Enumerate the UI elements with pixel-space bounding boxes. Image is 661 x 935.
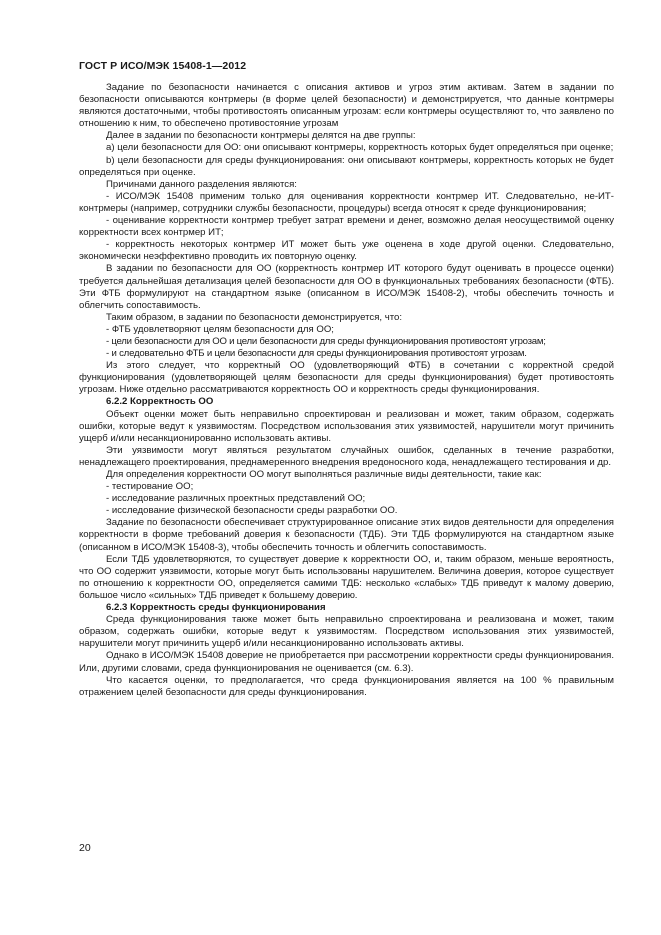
- page-number: 20: [79, 842, 91, 854]
- paragraph: Причинами данного разделения являются:: [106, 178, 297, 190]
- paragraph: Для определения корректности ОО могут выполняться различные виды деятельности, такие как:: [106, 469, 542, 480]
- list-item: - ИСО/МЭК 15408 применим только для оценивания корректности контрмер ИТ. Следовательно, не-ИТ-контрмеры (например, сотрудники службы безопасности, процедуры) всегда относят к среде функционирования;: [79, 190, 614, 214]
- list-item: a) цели безопасности для ОО: они описывают контрмеры, корректность которых будет определяться при оценке;: [106, 142, 614, 154]
- paragraph: Из этого следует, что корректный ОО (удовлетворяющий ФТБ) в сочетании с корректной средой функционирования (удовлетворяющей целям безопасности для среды функционирования) будет противостоять угрозам. Ниже отдельно рассматриваются корректность ОО и корректность среды функционирования.: [79, 360, 614, 396]
- paragraph: Если ТДБ удовлетворяются, то существует доверие к корректности ОО, и, таким образом, меньше вероятность, что ОО содержит уязвимости, которые могут быть использованы нарушителем. Величина доверия, которое существует по отношению к корректности ОО, определяется самими ТДБ: несколько «слабых» ТДБ приведут к малому доверию, большое число «сильных» ТДБ приведет к большему доверию.: [79, 553, 614, 601]
- paragraph: Таким образом, в задании по безопасности демонстрируется, что:: [106, 311, 403, 323]
- page-header-title: ГОСТ Р ИСО/МЭК 15408-1—2012: [79, 60, 247, 72]
- list-item: - цели безопасности для ОО и цели безопасности для среды функционирования противостоят угрозам;: [106, 335, 546, 347]
- list-item: - тестирование ОО;: [106, 481, 194, 493]
- paragraph: Задание по безопасности обеспечивает структурированное описание этих видов деятельности для определения корректности в форме требований доверия к безопасности (ТДБ). Эти ТДБ формулируются на стандартном языке (описанном в ИСО/МЭК 15408-3), чтобы обеспечить точность и облегчить сопоставимость.: [79, 517, 614, 553]
- paragraph: В задании по безопасности для ОО (корректность контрмер ИТ которого будут оценивать в процессе оценки) требуется дальнейшая детализация целей безопасности для ОО в функциональных требованиях безопасности (ФТБ). Эти ФТБ формулируют на стандартном языке (описанном в ИСО/МЭК 15408-2), чтобы обеспечить точность и облегчить сопоставимость.: [79, 263, 614, 311]
- list-item: - и следовательно ФТБ и цели безопасности для среды функционирования противостоят угрозам.: [106, 348, 527, 360]
- paragraph: Однако в ИСО/МЭК 15408 доверие не приобретается при рассмотрении корректности среды функционирования. Или, другими словами, среда функционирования не оценивается (см. 6.3).: [79, 650, 614, 674]
- list-item: - исследование различных проектных представлений ОО;: [106, 493, 366, 505]
- list-item: b) цели безопасности для среды функционирования: они описывают контрмеры, корректность которых не будет определяться при оценке.: [79, 154, 614, 178]
- list-item: - оценивание корректности контрмер требует затрат времени и денег, возможно делая неосуществимой оценку корректности всех контрмер ИТ;: [79, 215, 614, 239]
- list-item: - корректность некоторых контрмер ИТ может быть уже оценена в ходе другой оценки. Следовательно, экономически неэффективно проводить их повторную оценку.: [79, 239, 614, 263]
- section-heading-6-2-2: 6.2.2 Корректность ОО: [106, 396, 214, 408]
- paragraph: Что касается оценки, то предполагается, что среда функционирования является на 100 % правильным отражением целей безопасности для среды функционирования.: [79, 674, 614, 698]
- paragraph: Задание по безопасности начинается с описания активов и угроз этим активам. Затем в задании по безопасности описываются контрмеры (в форме целей безопасности) и демонстрируется, что данные контрмеры являются достаточными, чтобы противостоять описанным угрозам: если контрмеры осуществляют то, что заявлено по отношению к ним, то обеспечено противостояние угрозам: [79, 82, 614, 130]
- section-heading-6-2-3: 6.2.3 Корректность среды функционирования: [106, 602, 326, 614]
- list-item: - ФТБ удовлетворяют целям безопасности для ОО;: [106, 323, 334, 335]
- paragraph: Эти уязвимости могут являться результатом случайных ошибок, сделанных в течение разработки, ненадлежащего проектирования, преднамеренного внедрения вредоносного кода, ненадлежащего тестирования и др.: [79, 444, 614, 468]
- paragraph: Объект оценки может быть неправильно спроектирован и реализован и может, таким образом, содержать ошибки, которые ведут к уязвимостям. Посредством использования этих уязвимостей, нарушители могут причинить ущерб и/или несанкционированно использовать активы.: [79, 408, 614, 444]
- list-item: - исследование физической безопасности среды разработки ОО.: [106, 505, 398, 517]
- body-text: [79, 82, 614, 699]
- paragraph: Среда функционирования также может быть неправильно спроектирована и реализована и может, таким образом, содержать ошибки, которые ведут к уязвимостям. Посредством использования этих уязвимостей, нарушители могут причинить ущерб и/или несанкционированно использовать активы.: [79, 614, 614, 650]
- paragraph: Далее в задании по безопасности контрмеры делятся на две группы:: [106, 130, 416, 142]
